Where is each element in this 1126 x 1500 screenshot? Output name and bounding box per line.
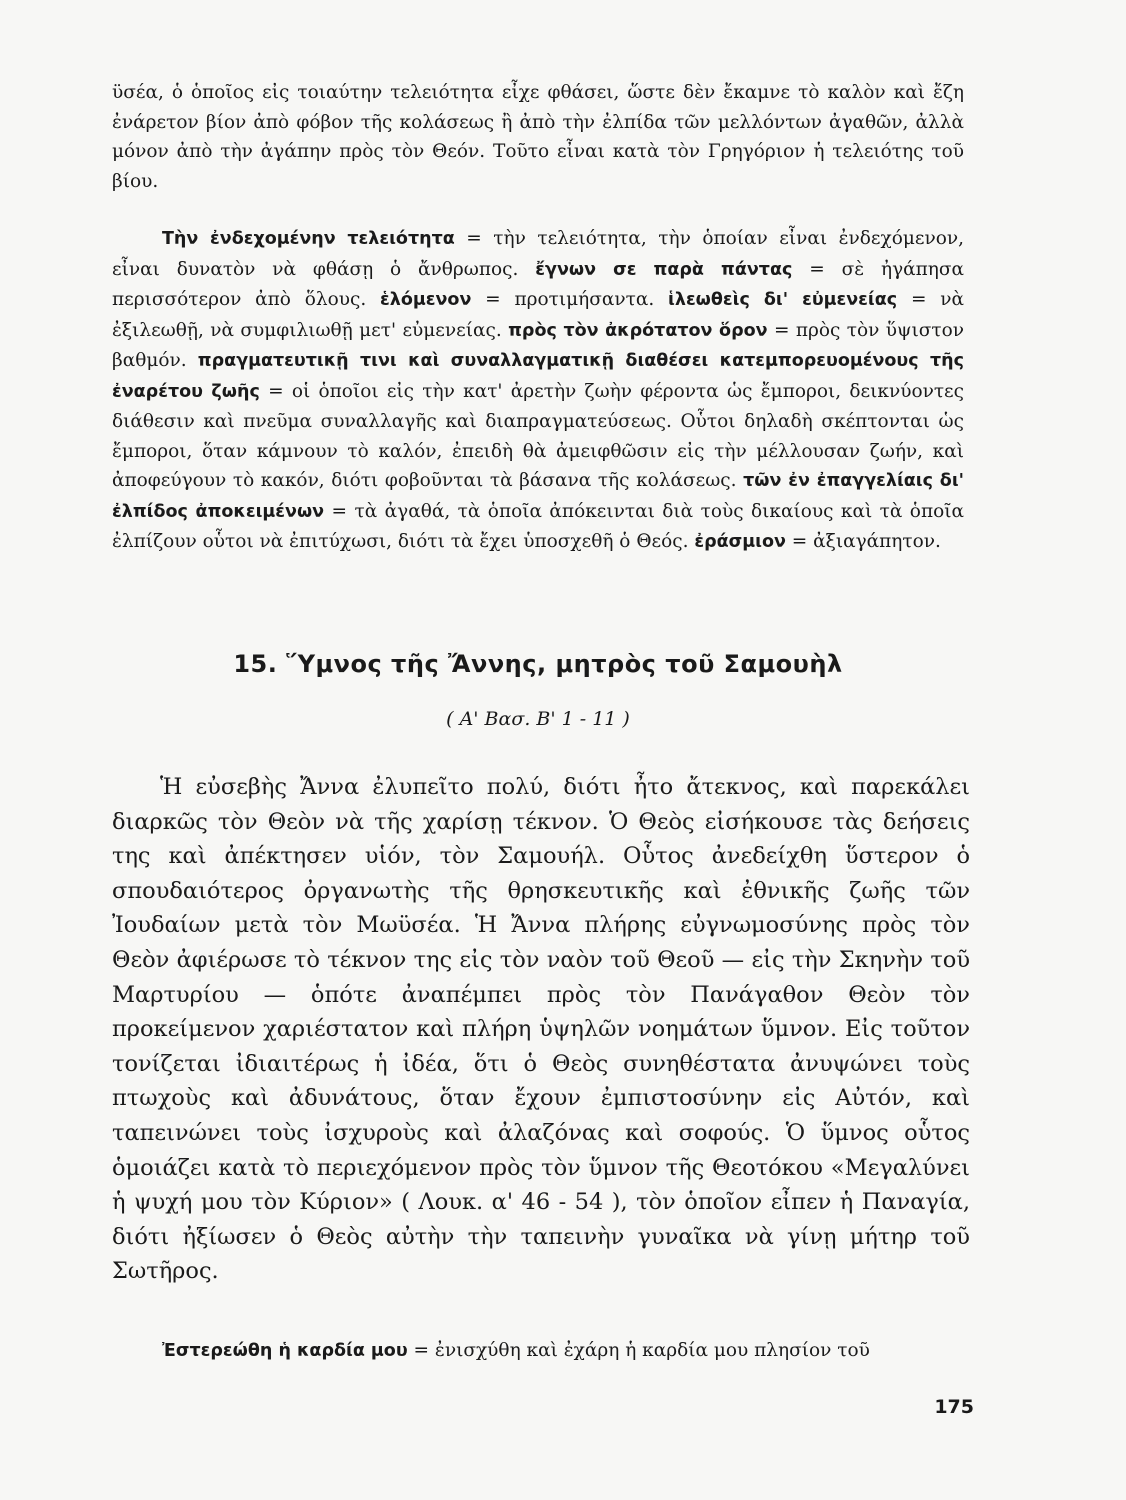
gloss-definition: = προτιμήσαντα. <box>471 289 669 310</box>
gloss-term: πραγματευτικῇ τινι καὶ συναλλαγματικῇ διαθέσει κατεμπορευομένους τῆς ἐναρέτου ζωῆς <box>112 351 964 402</box>
gloss-term: ἐράσμιον <box>694 532 786 552</box>
gloss-definition: = νὰ ἐξιλεωθῇ, νὰ συμφιλιωθῇ μετ' εὐμενείας. <box>112 289 964 341</box>
gloss-definition: = οἱ ὁποῖοι εἰς τὴν κατ' ἀρετὴν ζωὴν φέροντα ὡς ἔμποροι, δεικνύοντες διάθεσιν καὶ πνεῦμα συναλλαγῆς καὶ διαπραγματεύσεως. Οὗτοι δηλαδὴ σκέπτονται ὡς ἔμποροι, ὅταν κάμνουν τὸ καλόν, ἐπειδὴ θὰ ἀμειφθῶσιν εἰς τὴν μέλλουσαν ζωήν, καὶ ἀποφεύγουν τὸ κακόν, διότι φοβοῦνται τὰ βάσανα τῆς κολάσεως. <box>112 380 965 491</box>
gloss-term: τῶν ἐν ἐπαγγελίαις δι' ἐλπίδος ἀποκειμένων <box>112 471 964 522</box>
gloss-definition: = σὲ ἠγάπησα περισσότερον ἀπὸ ὅλους. <box>112 258 964 310</box>
gloss-term: ἔγνων σε παρὰ πάντας <box>535 259 793 280</box>
gloss-definition: = ἐνισχύθη καὶ ἐχάρη ἡ καρδία μου πλησίον τοῦ <box>407 1340 870 1361</box>
glossary-line <box>112 1336 970 1366</box>
continued-paragraph: ϋσέα, ὁ ὁποῖος εἰς τοιαύτην τελειότητα εἶχε φθάσει, ὥστε δὲν ἔκαμνε τὸ καλὸν καὶ ἔζη ἐνάρετον βίον ἀπὸ φόβον τῆς κολάσεως ἢ ἀπὸ τὴν ἐλπίδα τῶν μελλόντων ἀγαθῶν, ἀλλὰ μόνον ἀπὸ τὴν ἀγάπην πρὸς τὸν Θεόν. Τοῦτο εἶναι κατὰ τὸν Γρηγόριον ἡ τελειότης τοῦ βίου. <box>112 82 964 192</box>
commentary-block <box>112 78 964 558</box>
gloss-definition: = τὴν τελειότητα, τὴν ὁποίαν εἶναι ἐνδεχόμενον, εἶναι δυνατὸν νὰ φθάσῃ ὁ ἄνθρωπος. <box>112 228 964 280</box>
gloss-term: ἑλόμενον <box>380 290 472 310</box>
gloss-definition: = ἀξιαγάπητον. <box>785 531 941 552</box>
section-body: Ἡ εὐσεβὴς Ἄννα ἐλυπεῖτο πολύ, διότι ἦτο ἄτεκνος, καὶ παρεκάλει διαρκῶς τὸν Θεὸν νὰ τῆς χαρίσῃ τέκνον. Ὁ Θεὸς εἰσήκουσε τὰς δεήσεις της καὶ ἀπέκτησεν υἱόν, τὸν Σαμουήλ. Οὗτος ἀνεδείχθη ὕστερον ὁ σπουδαιότερος ὀργανωτὴς τῆς θρησκευτικῆς καὶ ἐθνικῆς ζωῆς τῶν Ἰουδαίων μετὰ τὸν Μωϋσέα. Ἡ Ἄννα πλήρης εὐγνωμοσύνης πρὸς τὸν Θεὸν ἀφιέρωσε τὸ τέκνον της εἰς τὸν ναὸν τοῦ Θεοῦ — εἰς τὴν Σκηνὴν τοῦ Μαρτυρίου — ὁπότε ἀναπέμπει πρὸς τὸν Πανάγαθον Θεὸν τὸν προκείμενον χαριέστατον καὶ πλήρη ὑψηλῶν νοημάτων ὕμνον. Εἰς τοῦτον τονίζεται ἰδιαιτέρως ἡ ἰδέα, ὅτι ὁ Θεὸς συνηθέστατα ἀνυψώνει τοὺς πτωχοὺς καὶ ἀδυνάτους, ὅταν ἔχουν ἐμπιστοσύνην εἰς Αὐτόν, καὶ ταπεινώνει τοὺς ἰσχυροὺς καὶ ἀλαζόνας καὶ σοφούς. Ὁ ὕμνος οὗτος ὁμοιάζει κατὰ τὸ περιεχόμενον πρὸς τὸν ὕμνον τῆς Θεοτόκου «Μεγαλύνει ἡ ψυχή μου τὸν Κύριον» ( Λουκ. α' 46 - 54 ), τὸν ὁποῖον εἶπεν ἡ Παναγία, διότι ἠξίωσεν ὁ Θεὸς αὐτὴν τὴν ταπεινὴν γυναῖκα νὰ γίνῃ μήτηρ τοῦ Σωτῆρος. <box>112 774 970 1285</box>
scripture-reference: ( Α' Βασ. Β' 1 - 11 ) <box>446 708 630 730</box>
page-number: 175 <box>934 1396 974 1418</box>
gloss-term: ἱλεωθεὶς δι' εὐμενείας <box>668 290 898 310</box>
gloss-term: Ἐστερεώθη ἡ καρδία μου <box>162 1341 408 1361</box>
gloss-term: πρὸς τὸν ἀκρότατον ὅρον <box>508 320 768 341</box>
section-heading: 15. Ὕμνος τῆς Ἄννης, μητρὸς τοῦ Σαμουὴλ <box>233 650 843 678</box>
gloss-definition: = πρὸς τὸν ὕψιστον βαθμόν. <box>112 319 964 371</box>
gloss-definition: = τὰ ἀγαθά, τὰ ὁποῖα ἀπόκεινται διὰ τοὺς δικαίους καὶ τὰ ὁποῖα ἐλπίζουν οὗτοι νὰ ἐπιτύχωσι, διότι τὰ ἔχει ὑποσχεθῆ ὁ Θεός. <box>112 500 964 552</box>
glossary-paragraph <box>112 224 964 558</box>
gloss-term: Τὴν ἐνδεχομένην τελειότητα <box>162 229 455 249</box>
